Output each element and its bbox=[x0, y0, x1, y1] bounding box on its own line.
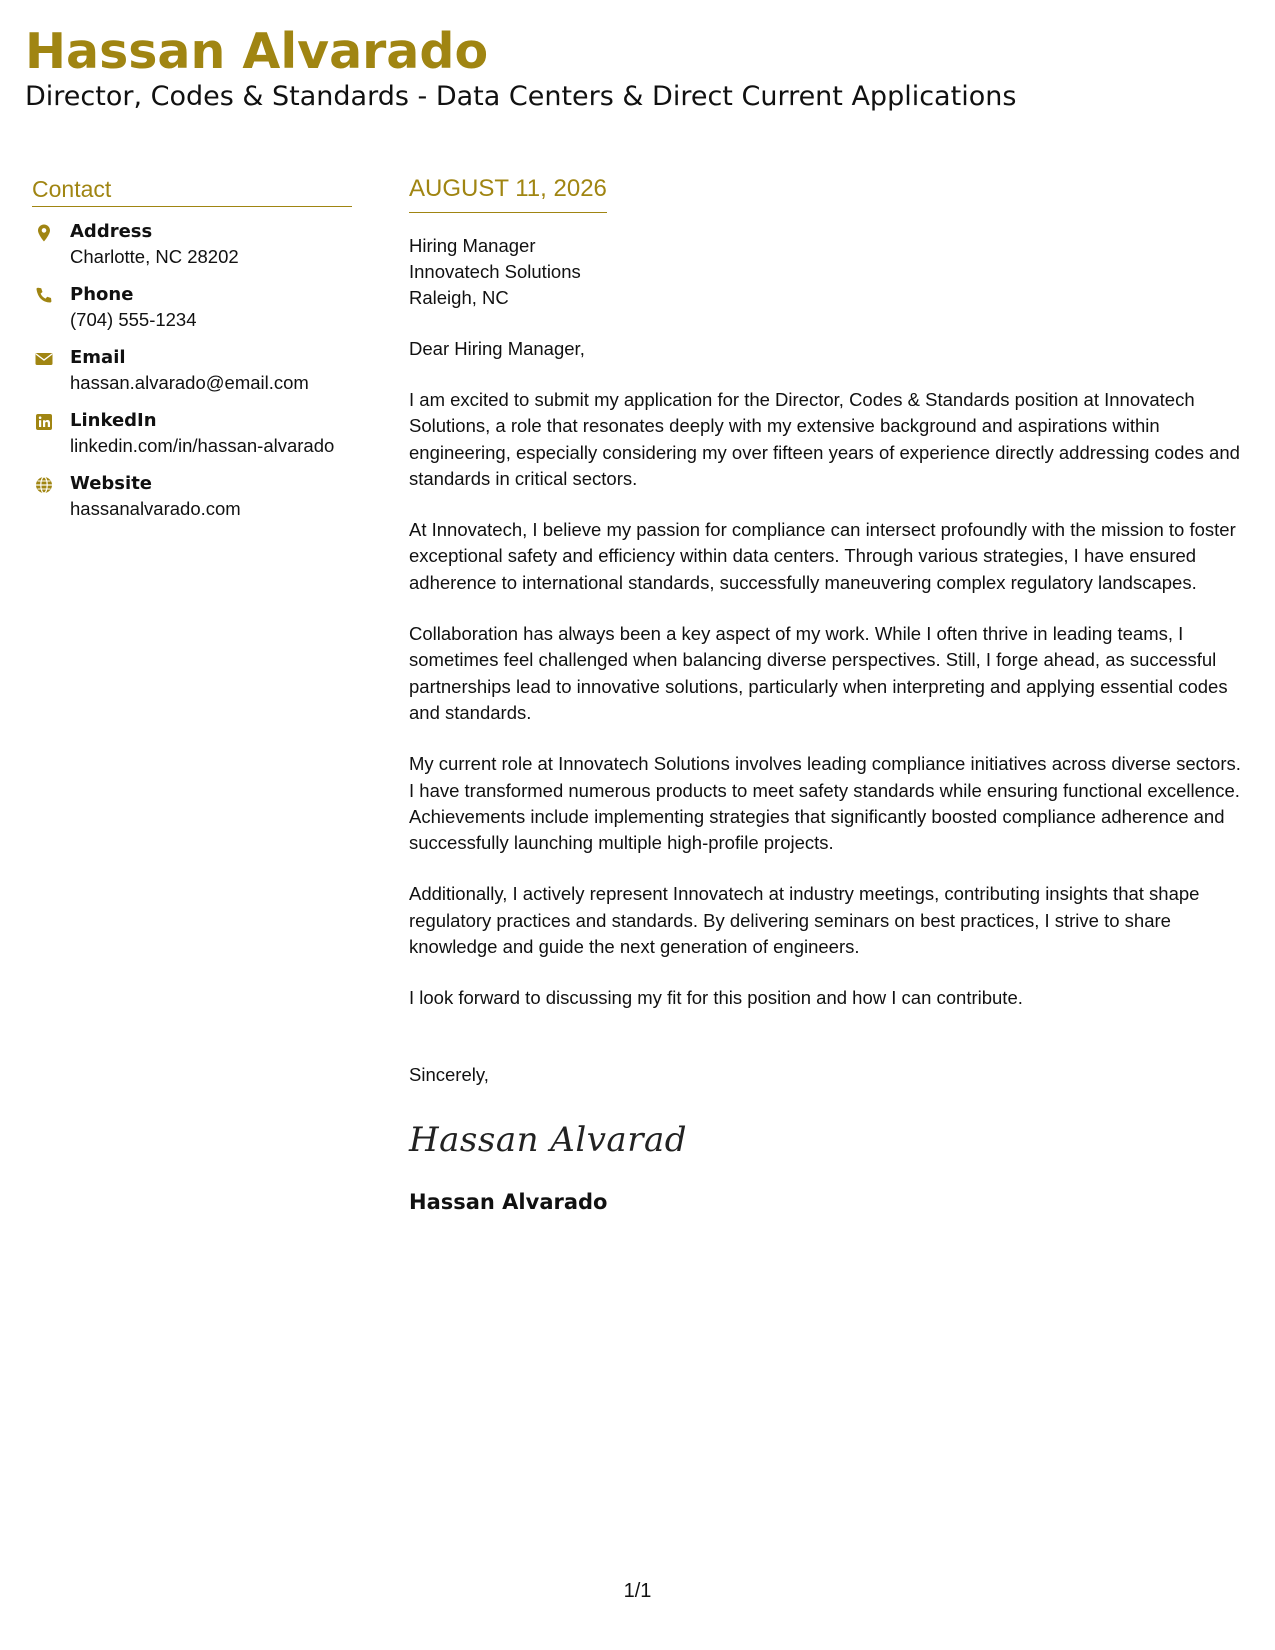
map-pin-icon bbox=[34, 223, 54, 243]
linkedin-icon bbox=[34, 412, 54, 432]
contact-label: LinkedIn bbox=[70, 410, 157, 431]
signer-name: Hassan Alvarado bbox=[409, 1189, 608, 1214]
contact-website bbox=[32, 471, 352, 521]
contact-value: linkedin.com/in/hassan-alvarado bbox=[70, 435, 335, 456]
letter-paragraph: I look forward to discussing my fit for this position and how I can contribute. bbox=[409, 987, 1023, 1009]
contact-label: Website bbox=[70, 473, 153, 494]
contact-value: Charlotte, NC 28202 bbox=[70, 246, 239, 267]
closing: Sincerely, bbox=[409, 1063, 489, 1085]
contact-value: (704) 555-1234 bbox=[70, 309, 197, 330]
contact-linkedin bbox=[32, 408, 352, 458]
contact-section-title: Contact bbox=[32, 176, 352, 207]
handwritten-signature: Hassan Alvarad bbox=[409, 1119, 687, 1160]
applicant-name: Hassan Alvarado bbox=[25, 23, 489, 80]
letter-paragraph: My current role at Innovatech Solutions involves leading compliance initiatives across diverse sectors. I have transformed numerous products to meet safety standards while ensuring functional excellence. Achievements include implementing strategies that significantly boosted compliance adherence and successfully launching multiple high-profile projects. bbox=[409, 753, 1241, 854]
salutation: Dear Hiring Manager, bbox=[409, 338, 585, 359]
globe-icon bbox=[34, 475, 54, 495]
recipient-line: Raleigh, NC bbox=[409, 287, 509, 308]
phone-icon bbox=[34, 286, 54, 306]
letter-paragraph: At Innovatech, I believe my passion for compliance can intersect profoundly with the mission to foster exceptional safety and efficiency within data centers. Through various strategies, I have ensured adherence to international standards, successfully maneuvering complex regulatory landscapes. bbox=[409, 519, 1236, 593]
contact-phone bbox=[32, 282, 352, 332]
contact-email bbox=[32, 345, 352, 395]
contact-address bbox=[32, 219, 352, 269]
contact-label: Address bbox=[70, 221, 153, 242]
recipient-line: Innovatech Solutions bbox=[409, 261, 581, 282]
letter-paragraph: I am excited to submit my application for the Director, Codes & Standards position at Innovatech Solutions, a role that resonates deeply with my extensive background and aspirations within engineering, especially considering my over fifteen years of experience directly addressing codes and standards in critical sectors. bbox=[409, 389, 1240, 489]
contact-sidebar bbox=[32, 176, 352, 534]
contact-label: Phone bbox=[70, 284, 134, 305]
contact-value: hassan.alvarado@email.com bbox=[70, 372, 309, 393]
letter-paragraph: Additionally, I actively represent Innovatech at industry meetings, contributing insights that shape regulatory practices and standards. By delivering seminars on best practices, I strive to share knowledge and guide the next generation of engineers. bbox=[409, 883, 1200, 958]
letter-paragraph: Collaboration has always been a key aspect of my work. While I often thrive in leading teams, I sometimes feel challenged when balancing diverse perspectives. Still, I forge ahead, as successful partnerships lead to innovative solutions, particularly when interpreting and applying essential codes and standards. bbox=[409, 623, 1228, 723]
applicant-title: Director, Codes & Standards - Data Centers & Direct Current Applications bbox=[25, 81, 1017, 112]
recipient-line: Hiring Manager bbox=[409, 235, 536, 256]
letter-date: AUGUST 11, 2026 bbox=[409, 174, 607, 213]
recipient-block bbox=[409, 233, 1249, 311]
letter-body bbox=[409, 174, 1249, 1216]
contact-label: Email bbox=[70, 347, 126, 368]
page-number: 1/1 bbox=[623, 1580, 652, 1602]
contact-value: hassanalvarado.com bbox=[70, 498, 241, 519]
envelope-icon bbox=[34, 349, 54, 369]
